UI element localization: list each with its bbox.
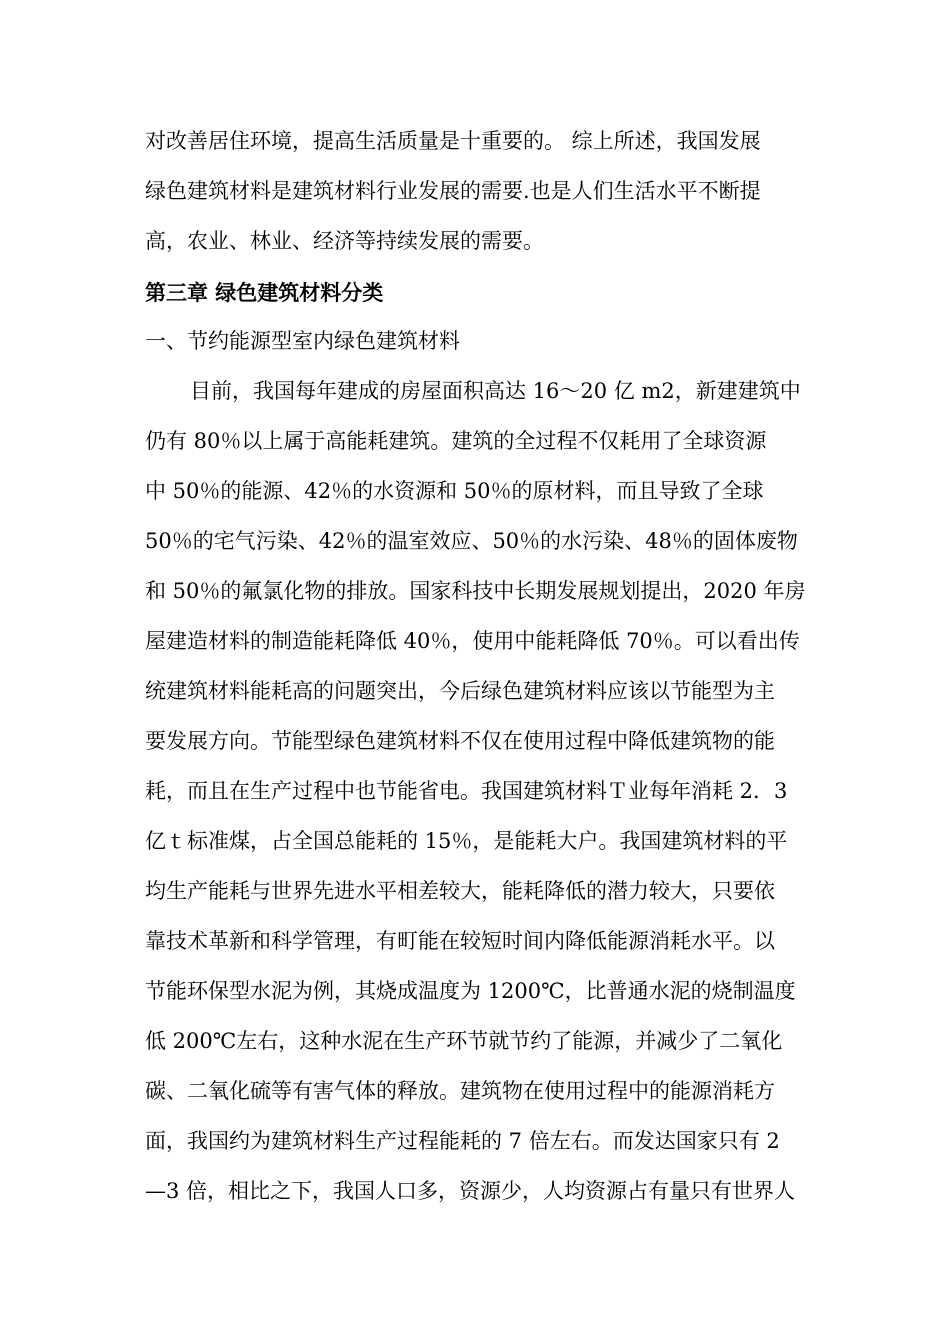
paragraph-line: 绿色建筑材料是建筑材料行业发展的需要.也是人们生活水平不断提 <box>145 179 761 203</box>
paragraph-line: 耗，而且在生产过程中也节能省电。我国建筑材料Ｔ业每年消耗 2．3 <box>145 779 788 803</box>
chapter-heading: 第三章 绿色建筑材料分类 <box>145 281 384 305</box>
section-heading: 一、节约能源型室内绿色建筑材料 <box>145 329 460 353</box>
paragraph-line: 面，我国约为建筑材料生产过程能耗的 7 倍左右。而发达国家只有 2 <box>145 1129 780 1153</box>
paragraph-line: 亿ｔ标准煤，占全国总能耗的 15％，是能耗大户。我国建筑材料的平 <box>145 829 788 853</box>
paragraph-line: 50％的宅气污染、42％的温室效应、50％的水污染、48％的固体废物 <box>145 529 798 553</box>
paragraph-line: 要发展方向。节能型绿色建筑材料不仅在使用过程中降低建筑物的能 <box>145 729 775 753</box>
paragraph-line: 碳、二氧化硫等有害气体的释放。建筑物在使用过程中的能源消耗方 <box>145 1079 775 1103</box>
paragraph-line: —3 倍，相比之下，我国人口多，资源少，人均资源占有量只有世界人 <box>145 1179 796 1203</box>
paragraph-line: 目前，我国每年建成的房屋面积高达 16～20 亿 m2，新建建筑中 <box>190 379 801 403</box>
paragraph-line: 高，农业、林业、经济等持续发展的需要。 <box>145 229 544 253</box>
paragraph-line: 统建筑材料能耗高的问题突出，今后绿色建筑材料应该以节能型为主 <box>145 679 775 703</box>
paragraph-line: 和 50％的氟氯化物的排放。国家科技中长期发展规划提出，2020 年房 <box>145 579 806 603</box>
paragraph-line: 节能环保型水泥为例，其烧成温度为 1200℃，比普通水泥的烧制温度 <box>145 979 796 1003</box>
paragraph-line: 仍有 80％以上属于高能耗建筑。建筑的全过程不仅耗用了全球资源 <box>145 429 767 453</box>
paragraph-line: 靠技术革新和科学管理，有町能在较短时间内降低能源消耗水平。以 <box>145 929 775 953</box>
paragraph-line: 低 200℃左右，这种水泥在生产环节就节约了能源，并减少了二氧化 <box>145 1029 783 1053</box>
paragraph-line: 屋建造材料的制造能耗降低 40％，使用中能耗降低 70％。可以看出传 <box>145 629 800 653</box>
paragraph-line: 中 50％的能源、42％的水资源和 50％的原材料，而且导致了全球 <box>145 479 764 503</box>
paragraph-line: 均生产能耗与世界先进水平相差较大，能耗降低的潜力较大，只要依 <box>145 879 775 903</box>
paragraph-line: 对改善居住环境，提高生活质量是十重要的。 综上所述，我国发展 <box>145 129 761 153</box>
